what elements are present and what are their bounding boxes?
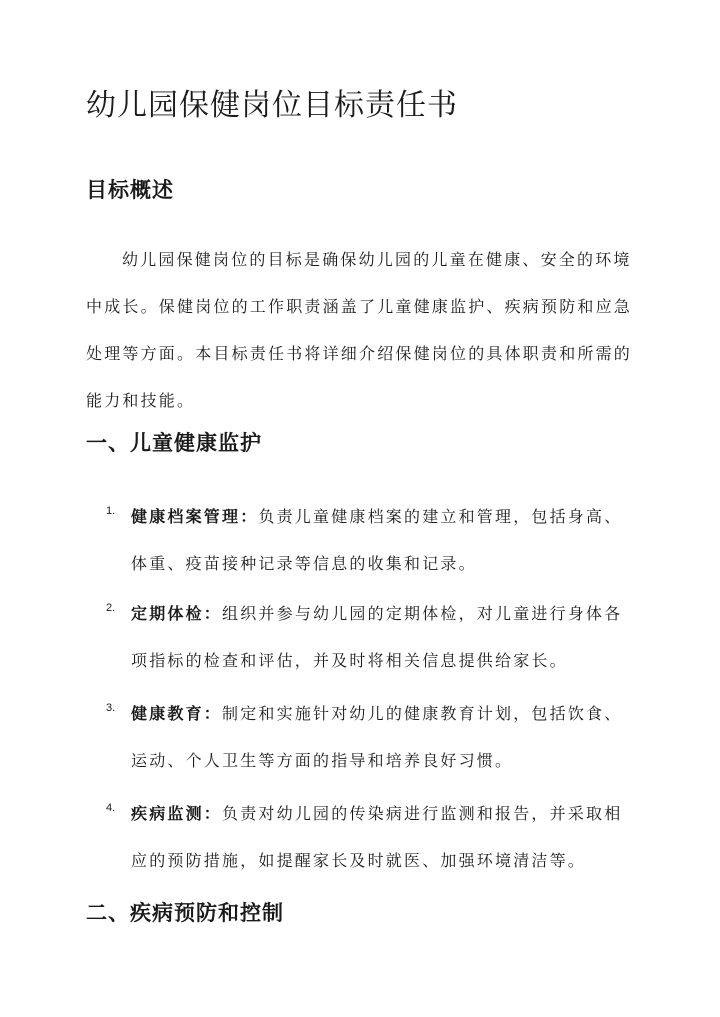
- list-item-body: 负责对幼儿园的传染病进行监测和报告，并采取相应的预防措施，如提醒家长及时就医、加强环境清洁等。: [131, 804, 623, 870]
- list-item-number: 1.: [106, 505, 116, 517]
- list-item-term: 健康教育：: [131, 704, 223, 723]
- list-item-body: 组织并参与幼儿园的定期体检，对儿童进行身体各项指标的检查和评估，并及时将相关信息提供给家长。: [131, 604, 623, 670]
- list-item-number: 4.: [106, 802, 116, 814]
- list-item-body: 制定和实施针对幼儿的健康教育计划，包括饮食、运动、个人卫生等方面的指导和培养良好习惯。: [131, 704, 623, 770]
- section2-heading: 二、疾病预防和控制: [86, 900, 284, 925]
- section1-heading: 一、儿童健康监护: [86, 430, 262, 455]
- document-title: 幼儿园保健岗位目标责任书: [86, 88, 458, 123]
- list-item-term: 疾病监测：: [131, 804, 223, 823]
- list-item-number: 2.: [106, 602, 116, 614]
- overview-heading: 目标概述: [86, 177, 174, 202]
- list-item-body: 负责儿童健康档案的建立和管理，包括身高、体重、疫苗接种记录等信息的收集和记录。: [131, 507, 623, 573]
- list-item-text: [131, 790, 631, 884]
- list-item-text: [131, 590, 631, 684]
- list-item-text: [131, 690, 631, 784]
- list-item-number: 3.: [106, 702, 116, 714]
- overview-paragraph: 幼儿园保健岗位的目标是确保幼儿园的儿童在健康、安全的环境中成长。保健岗位的工作职责涵盖了儿童健康监护、疾病预防和应急处理等方面。本目标责任书将详细介绍保健岗位的具体职责和所需的能力和技能。: [86, 250, 633, 410]
- list-item-text: [131, 493, 631, 587]
- list-item-term: 定期体检：: [131, 604, 223, 623]
- list-item-term: 健康档案管理：: [131, 507, 259, 526]
